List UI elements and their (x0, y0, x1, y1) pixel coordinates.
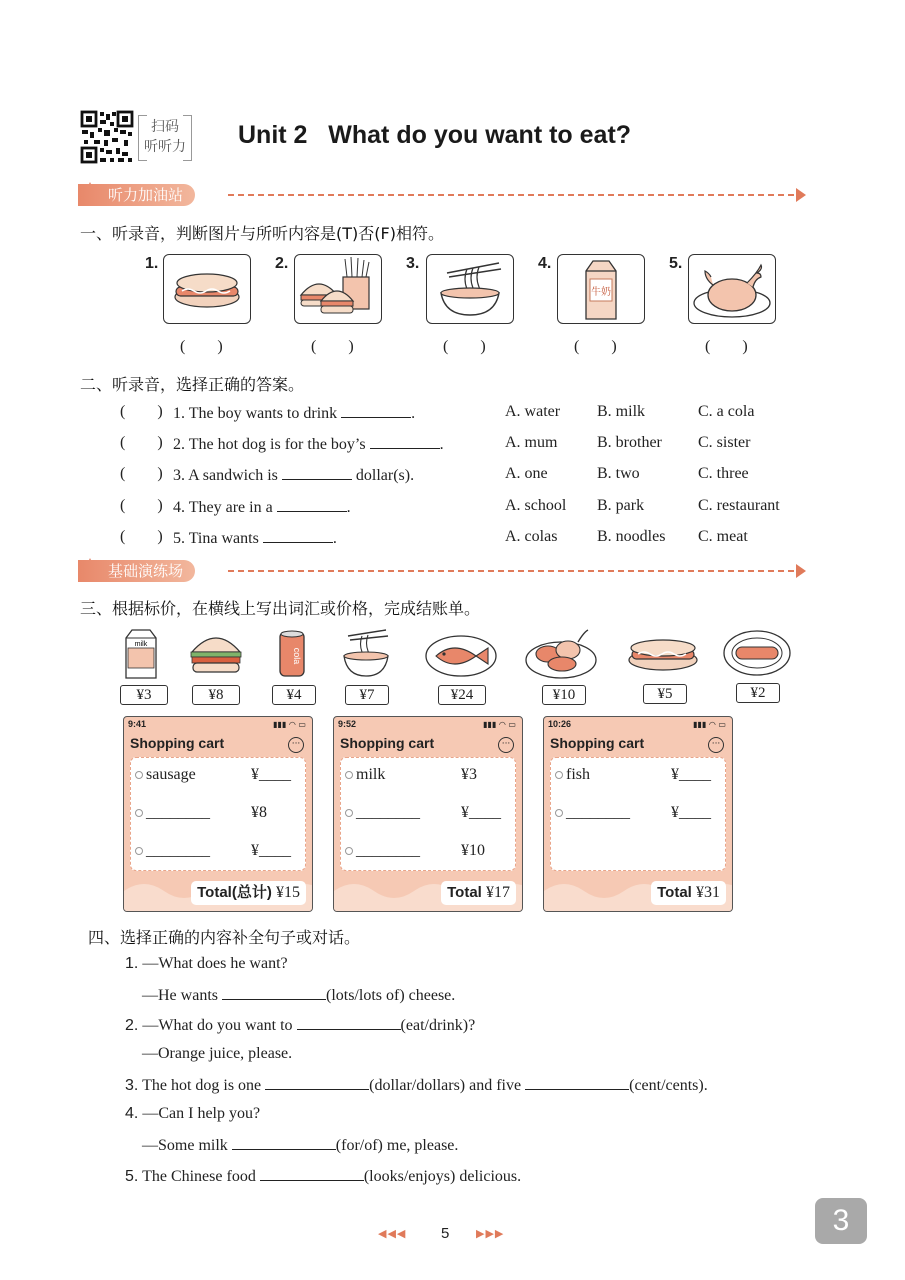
burgers-fries-icon (295, 255, 381, 323)
total-label: Total(总计) (197, 884, 272, 901)
question-text (173, 497, 351, 517)
option-a[interactable]: A. one (505, 465, 548, 482)
line-pre: —Some milk (142, 1137, 228, 1154)
question-number: 1. (173, 405, 185, 422)
hot-dog-icon (626, 632, 700, 676)
option-b[interactable]: B. brother (597, 434, 662, 451)
line-pre: The hot dog is one (142, 1077, 262, 1094)
item-number: 1. (145, 255, 159, 272)
cart-item-price[interactable]: ¥8 (251, 804, 267, 821)
line-text: —Can I help you? (142, 1105, 261, 1122)
milk-box-icon (120, 628, 162, 680)
page-title: Unit 2 What do you want to eat? (238, 121, 632, 149)
answer-blank[interactable] (263, 528, 333, 543)
can-text: cola (292, 647, 302, 665)
cart-item-name[interactable]: milk (345, 766, 385, 784)
answer-blank[interactable] (370, 434, 440, 449)
answer-parens[interactable]: ( ) (120, 403, 163, 420)
sausage-plate-icon (722, 628, 792, 678)
price-tag: ¥10 (542, 685, 586, 705)
option-a[interactable]: A. school (505, 497, 567, 514)
cart-total (651, 881, 726, 905)
part2-heading: 二、听录音，选择正确的答案。 (80, 375, 305, 394)
answer-parens[interactable]: ( ) (180, 338, 223, 355)
cart-list (130, 757, 306, 871)
item-number: 5. (669, 255, 683, 272)
option-b[interactable]: B. two (597, 465, 640, 482)
box-text: milk (134, 641, 148, 648)
option-b[interactable]: B. park (597, 497, 645, 514)
dialog-line (142, 1045, 292, 1063)
cart-item-name[interactable]: ________ (135, 842, 210, 860)
part4-heading: 四、选择正确的内容补全句子或对话。 (88, 928, 361, 947)
option-c[interactable]: C. a cola (698, 403, 755, 420)
answer-parens[interactable]: ( ) (120, 528, 163, 545)
answer-blank[interactable] (525, 1075, 629, 1090)
cart-total (191, 881, 306, 905)
line-pre: —What do you want to (142, 1017, 293, 1034)
section-banner-listening (78, 184, 806, 206)
cart-item-name[interactable]: fish (555, 766, 590, 784)
cart-item-price[interactable]: ¥3 (461, 766, 477, 783)
answer-parens[interactable]: ( ) (311, 338, 354, 355)
answer-blank[interactable] (265, 1075, 369, 1090)
price-tag: ¥7 (345, 685, 389, 705)
question-post: . (346, 499, 351, 516)
question-number: 4. (173, 499, 185, 516)
answer-blank[interactable] (222, 985, 326, 1000)
answer-blank[interactable] (297, 1015, 401, 1030)
page-badge: 3 (815, 1198, 867, 1244)
question-post: . (332, 530, 337, 547)
question-pre: They are in a (188, 499, 273, 516)
noodles-picture (426, 254, 514, 324)
line-post: (eat/drink)? (400, 1017, 476, 1034)
scan-label-line1: 扫码 (151, 119, 179, 135)
meat-plate-icon (524, 626, 598, 680)
more-icon[interactable]: ··· (708, 737, 724, 753)
line-post: (cent/cents). (629, 1077, 708, 1094)
line-number: 1. (125, 955, 139, 972)
answer-blank[interactable] (282, 465, 352, 480)
qr-code-icon[interactable] (80, 110, 134, 164)
signal-icon: ▮▮▮ ◠ ▭ (483, 720, 516, 729)
fish-plate-icon (424, 628, 498, 680)
cart-item-price[interactable]: ¥____ (251, 842, 291, 859)
line-number: 3. (125, 1077, 139, 1094)
total-amount: ¥17 (486, 884, 510, 901)
prev-arrows-icon: ◀◀◀ (378, 1228, 407, 1240)
price-tag: ¥2 (736, 683, 780, 703)
line-number: 4. (125, 1105, 139, 1122)
price-tag: ¥5 (643, 684, 687, 704)
option-c[interactable]: C. sister (698, 434, 751, 451)
dialog-line (125, 1075, 708, 1095)
arrow-right-icon (796, 188, 806, 202)
page-number: 5 (441, 1225, 450, 1242)
question-text (173, 434, 444, 454)
answer-blank[interactable] (260, 1166, 364, 1181)
option-c[interactable]: C. three (698, 465, 749, 482)
cart-item-name[interactable]: ________ (345, 804, 420, 822)
divider (228, 194, 794, 196)
question-number: 3. (173, 467, 185, 484)
option-c[interactable]: C. meat (698, 528, 748, 545)
cart-item-price[interactable]: ¥____ (251, 766, 291, 783)
answer-blank[interactable] (277, 497, 347, 512)
status-time: 9:52 (338, 719, 357, 729)
cart-item-name[interactable]: ________ (555, 804, 630, 822)
question-text (173, 403, 415, 423)
cart-list (550, 757, 726, 871)
hamburger-icon (188, 630, 244, 676)
answer-parens[interactable]: ( ) (120, 434, 163, 451)
milk-carton-icon (558, 255, 644, 323)
divider (228, 570, 794, 572)
question-post: . (439, 436, 444, 453)
price-tag: ¥8 (192, 685, 240, 705)
hot-dog-picture (163, 254, 251, 324)
line-number: 2. (125, 1017, 139, 1034)
answer-parens[interactable]: ( ) (705, 338, 748, 355)
cart-item-price[interactable]: ¥____ (461, 804, 501, 821)
question-post: . (411, 405, 416, 422)
option-b[interactable]: B. milk (597, 403, 646, 420)
arrow-right-icon (796, 564, 806, 578)
answer-parens[interactable]: ( ) (120, 465, 163, 482)
item-number: 4. (538, 255, 552, 272)
carton-text: 牛奶 (591, 287, 611, 298)
line-post: (looks/enjoys) delicious. (363, 1168, 522, 1185)
cart-list (340, 757, 516, 871)
milk-picture (557, 254, 645, 324)
cola-can-icon (275, 628, 309, 680)
line-post: (for/of) me, please. (335, 1137, 459, 1154)
cart-item-name[interactable]: ________ (135, 804, 210, 822)
total-amount: ¥31 (696, 884, 720, 901)
item-number: 3. (406, 255, 420, 272)
hot-dog-icon (164, 255, 250, 323)
cart-title: Shopping cart (550, 735, 645, 751)
item-number: 2. (275, 255, 289, 272)
section-title-listening: 听力加油站 (78, 184, 195, 206)
option-a[interactable]: A. colas (505, 528, 558, 545)
price-tag: ¥24 (438, 685, 486, 705)
question-pre: Tina wants (188, 530, 259, 547)
line-post: (lots/lots of) cheese. (325, 987, 456, 1004)
option-a[interactable]: A. mum (505, 434, 558, 451)
option-c[interactable]: C. restaurant (698, 497, 780, 514)
part1-heading: 一、听录音，判断图片与所听内容是(T)否(F)相符。 (80, 224, 444, 243)
more-icon[interactable]: ··· (498, 737, 514, 753)
cart-title: Shopping cart (130, 735, 225, 751)
status-time: 9:41 (128, 719, 147, 729)
price-tag: ¥4 (272, 685, 316, 705)
option-b[interactable]: B. noodles (597, 528, 666, 545)
line-number: 5. (125, 1168, 139, 1185)
roast-chicken-icon (689, 255, 775, 323)
part3-heading: 三、根据标价，在横线上写出词汇或价格，完成结账单。 (80, 599, 481, 618)
question-text (173, 465, 414, 485)
scan-label-line2: 听听力 (144, 139, 186, 155)
shopping-cart-2 (333, 716, 523, 912)
section-title-basic: 基础演练场 (78, 560, 195, 582)
price-tag: ¥3 (120, 685, 168, 705)
cart-title: Shopping cart (340, 735, 435, 751)
dialog-line (125, 955, 288, 973)
answer-blank[interactable] (232, 1135, 336, 1150)
answer-parens[interactable]: ( ) (443, 338, 486, 355)
dialog-line (125, 1105, 260, 1123)
more-icon[interactable]: ··· (288, 737, 304, 753)
next-arrows-icon: ▶▶▶ (476, 1228, 505, 1240)
question-text (173, 528, 337, 548)
answer-blank[interactable] (341, 403, 411, 418)
option-a[interactable]: A. water (505, 403, 561, 420)
signal-icon: ▮▮▮ ◠ ▭ (693, 720, 726, 729)
question-pre: The boy wants to drink (188, 405, 338, 422)
cart-item-price[interactable]: ¥____ (671, 766, 711, 783)
total-label: Total (657, 884, 692, 901)
shopping-cart-1 (123, 716, 313, 912)
dialog-line (125, 1015, 475, 1035)
chicken-picture (688, 254, 776, 324)
burgers-picture (294, 254, 382, 324)
cart-item-price[interactable]: ¥10 (461, 842, 485, 859)
scan-listen-label (138, 110, 192, 164)
question-number: 5. (173, 530, 185, 547)
answer-parens[interactable]: ( ) (120, 497, 163, 514)
answer-parens[interactable]: ( ) (574, 338, 617, 355)
noodles-icon (427, 255, 513, 323)
cart-total (441, 881, 516, 905)
cart-item-name[interactable]: sausage (135, 766, 196, 784)
line-text: —Orange juice, please. (142, 1045, 293, 1062)
signal-icon: ▮▮▮ ◠ ▭ (273, 720, 306, 729)
status-time: 10:26 (548, 719, 572, 729)
dialog-line (142, 985, 455, 1005)
question-post: dollar(s). (355, 467, 415, 484)
shopping-cart-3 (543, 716, 733, 912)
line-pre: —He wants (142, 987, 218, 1004)
noodle-bowl-icon (338, 626, 394, 680)
cart-item-price[interactable]: ¥____ (671, 804, 711, 821)
question-pre: The hot dog is for the boy’s (188, 436, 366, 453)
line-text: —What does he want? (142, 955, 288, 972)
question-pre: A sandwich is (188, 467, 278, 484)
line-mid: (dollar/dollars) and five (369, 1077, 522, 1094)
cart-item-name[interactable]: ________ (345, 842, 420, 860)
line-pre: The Chinese food (142, 1168, 256, 1185)
section-banner-basic (78, 560, 806, 582)
total-label: Total (447, 884, 482, 901)
total-amount: ¥15 (276, 884, 300, 901)
dialog-line (142, 1135, 458, 1155)
question-number: 2. (173, 436, 185, 453)
dialog-line (125, 1166, 521, 1186)
